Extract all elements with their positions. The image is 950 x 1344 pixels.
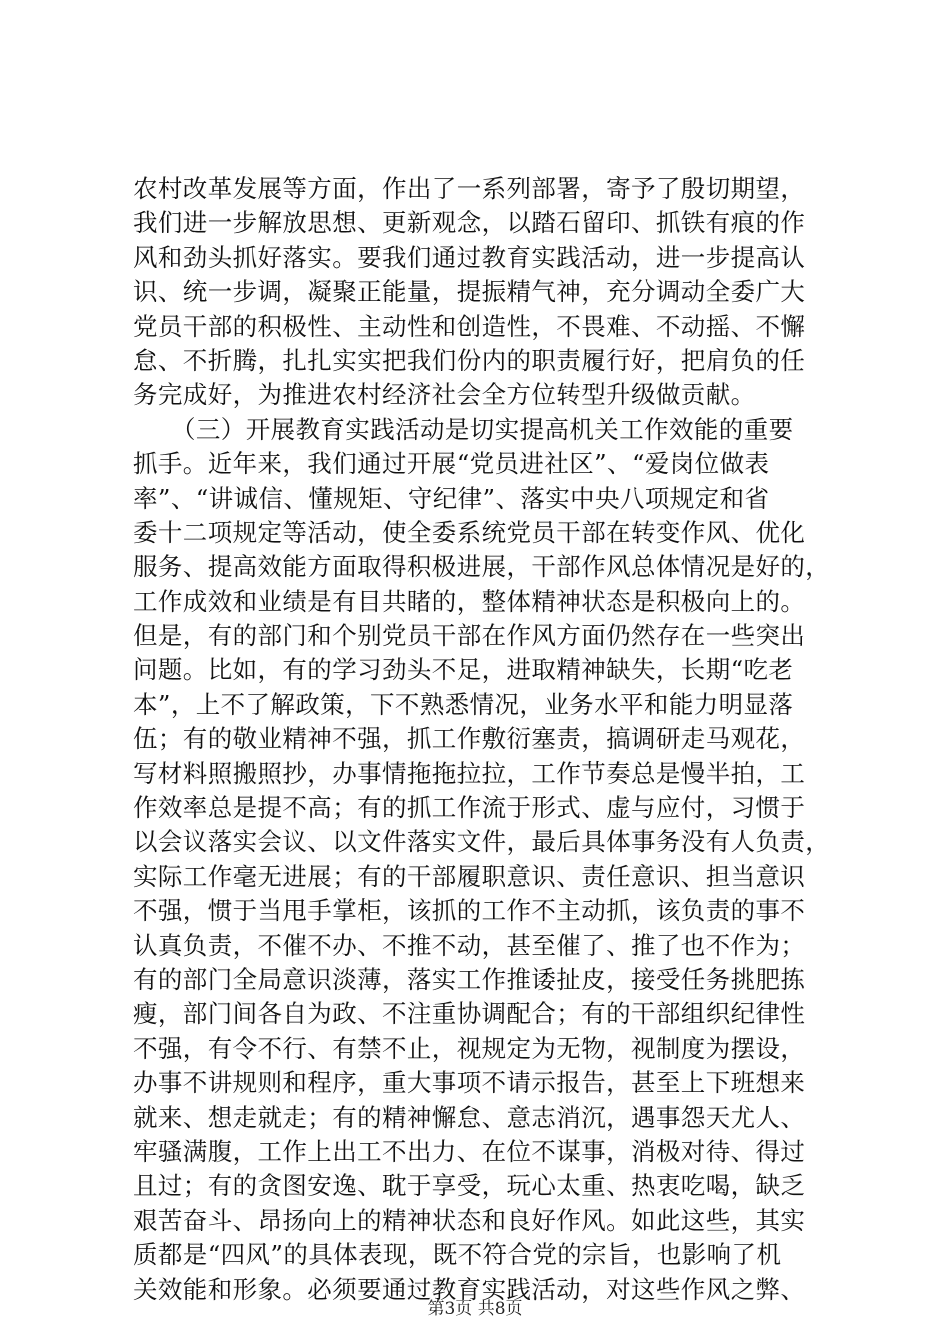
body-text — [133, 172, 831, 1307]
text-line: 工作成效和业绩是有目共睹的，整体精神状态是积极向上的。 — [133, 586, 806, 616]
text-line: 但是，有的部门和个别党员干部在作风方面仍然存在一些突出 — [133, 621, 806, 651]
text-line: 我们进一步解放思想、更新观念，以踏石留印、抓铁有痕的作 — [133, 208, 806, 238]
text-line: 本”，上不了解政策，下不熟悉情况，业务水平和能力明显落 — [133, 689, 794, 719]
text-line: 识、统一步调，凝聚正能量，提振精气神，充分调动全委广大 — [133, 277, 806, 307]
page-number-footer: 第3页 共8页 — [427, 1299, 523, 1319]
text-line: 抓手。近年来，我们通过开展“党员进社区”、“爱岗位做表 — [133, 449, 770, 479]
text-line: 牢骚满腹，工作上出工不出力、在位不谋事，消极对待、得过 — [133, 1136, 806, 1166]
text-line: 委十二项规定等活动，使全委系统党员干部在转变作风、优化 — [133, 517, 806, 547]
text-line: 问题。比如，有的学习劲头不足，进取精神缺失，长期“吃老 — [133, 655, 794, 685]
text-line: 农村改革发展等方面，作出了一系列部署，寄予了殷切期望， — [133, 174, 806, 203]
text-line: 风和劲头抓好落实。要我们通过教育实践活动，进一步提高认 — [133, 242, 806, 272]
text-line: 关效能和形象。必须要通过教育实践活动，对这些作风之弊、 — [133, 1274, 806, 1304]
text-line: 作效率总是提不高；有的抓工作流于形式、虚与应付，习惯于 — [133, 793, 806, 823]
text-line: 写材料照搬照抄，办事情拖拖拉拉，工作节奏总是慢半拍，工 — [133, 758, 806, 788]
text-line: 就来、想走就走；有的精神懈怠、意志消沉，遇事怨天尤人、 — [133, 1102, 806, 1132]
paragraph-first-line: （三）开展教育实践活动是切实提高机关工作效能的重要 — [171, 414, 794, 444]
text-line: 办事不讲规则和程序，重大事项不请示报告，甚至上下班想来 — [133, 1068, 806, 1098]
text-line: 实际工作毫无进展；有的干部履职意识、责任意识、担当意识 — [133, 861, 806, 891]
text-line: 质都是“四风”的具体表现，既不符合党的宗旨，也影响了机 — [133, 1240, 782, 1270]
text-line: 党员干部的积极性、主动性和创造性，不畏难、不动摇、不懈 — [133, 311, 806, 341]
text-line: 认真负责，不催不办、不推不动，甚至催了、推了也不作为； — [133, 930, 806, 960]
text-line: 瘦，部门间各自为政、不注重协调配合；有的干部组织纪律性 — [133, 999, 806, 1029]
text-line: 有的部门全局意识淡薄，落实工作推诿扯皮，接受任务挑肥拣 — [133, 964, 806, 994]
text-line: 服务、提高效能方面取得积极进展，干部作风总体情况是好的， — [133, 552, 831, 582]
text-line: 艰苦奋斗、昂扬向上的精神状态和良好作风。如此这些，其实 — [133, 1205, 806, 1235]
text-line: 且过；有的贪图安逸、耽于享受，玩心太重、热衷吃喝，缺乏 — [133, 1171, 806, 1201]
text-line: 率”、“讲诚信、懂规矩、守纪律”、落实中央八项规定和省 — [133, 483, 770, 513]
text-line: 不强，惯于当甩手掌柜，该抓的工作不主动抓，该负责的事不 — [133, 896, 806, 926]
text-line: 以会议落实会议、以文件落实文件，最后具体事务没有人负责， — [133, 827, 831, 857]
text-line: 怠、不折腾，扎扎实实把我们份内的职责履行好，把肩负的任 — [133, 345, 806, 375]
text-line: 务完成好，为推进农村经济社会全方位转型升级做贡献。 — [133, 380, 756, 410]
text-line: 伍；有的敬业精神不强，抓工作敷衍塞责，搞调研走马观花， — [133, 724, 806, 754]
text-line: 不强，有令不行、有禁不止，视规定为无物，视制度为摆设， — [133, 1033, 806, 1063]
